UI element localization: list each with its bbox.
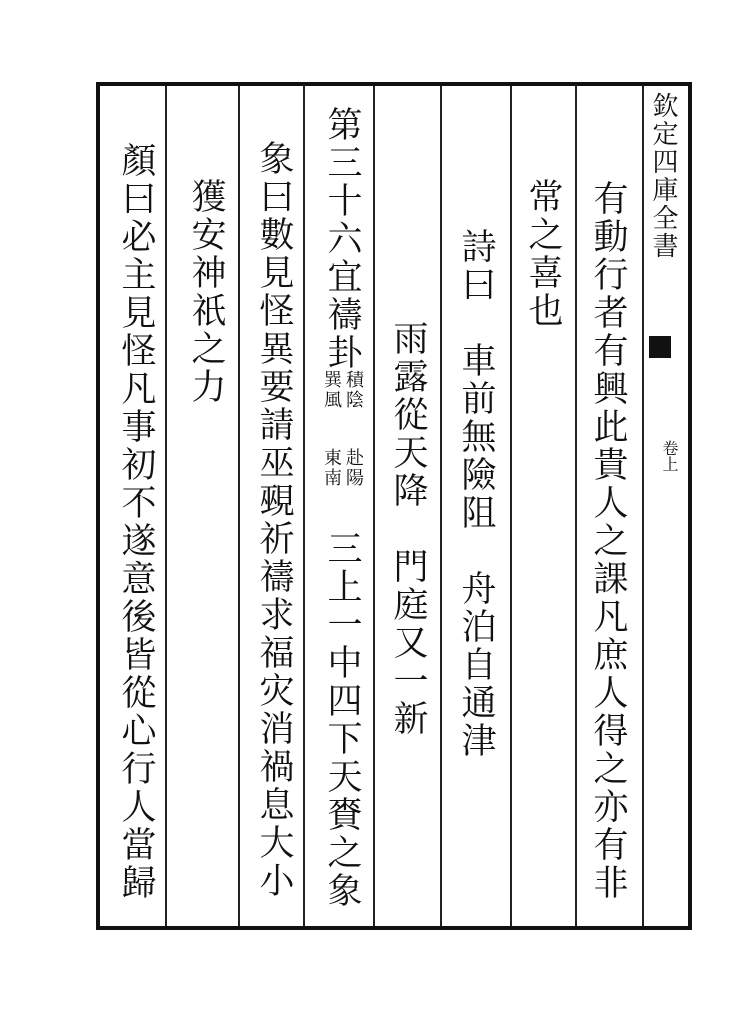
column-rule [575,86,577,926]
poem-intro: 詩曰 [456,228,496,304]
column-rule [303,86,305,926]
text-column-8: 顏曰必主見怪凡事初不遂意後皆從心行人當歸 [116,142,156,902]
poem-line-4: 門庭又一新 [388,548,428,738]
poem-line-1: 車前無險阻 [456,342,496,532]
annotation-note-4: 東南 [321,448,342,488]
annotation-note-3: 赴陽 [343,448,364,488]
poem-line-3: 雨露從天降 [388,320,428,510]
column-rule [642,86,644,926]
text-column-7: 獲安神祇之力 [186,178,226,406]
text-column-1: 有動行者有興此貴人之課凡庶人得之亦有非 [588,180,628,902]
column-rule [165,86,167,926]
text-column-3 [456,228,496,788]
margin-volume-label: 卷上 [660,440,679,472]
annotation-note-2: 巽風 [321,370,342,410]
column-rule [238,86,240,926]
column-rule [510,86,512,926]
annotation-note-1: 積陰 [343,370,364,410]
text-column-6: 象曰數見怪異要請巫覡祈禱求福灾消禍息大小 [254,140,294,900]
column-rule [440,86,442,926]
section-heading-tail: 三上一中四下天賚之象 [322,530,362,910]
section-heading-column: 第三十六宜禱卦 [322,106,362,372]
text-column-4 [388,320,428,738]
poem-line-2: 舟泊自通津 [456,570,496,760]
column-rule [373,86,375,926]
margin-book-title: 欽定四庫全書 [648,92,678,260]
margin-fish-tail-mark [649,336,671,358]
text-column-2: 常之喜也 [523,178,563,330]
